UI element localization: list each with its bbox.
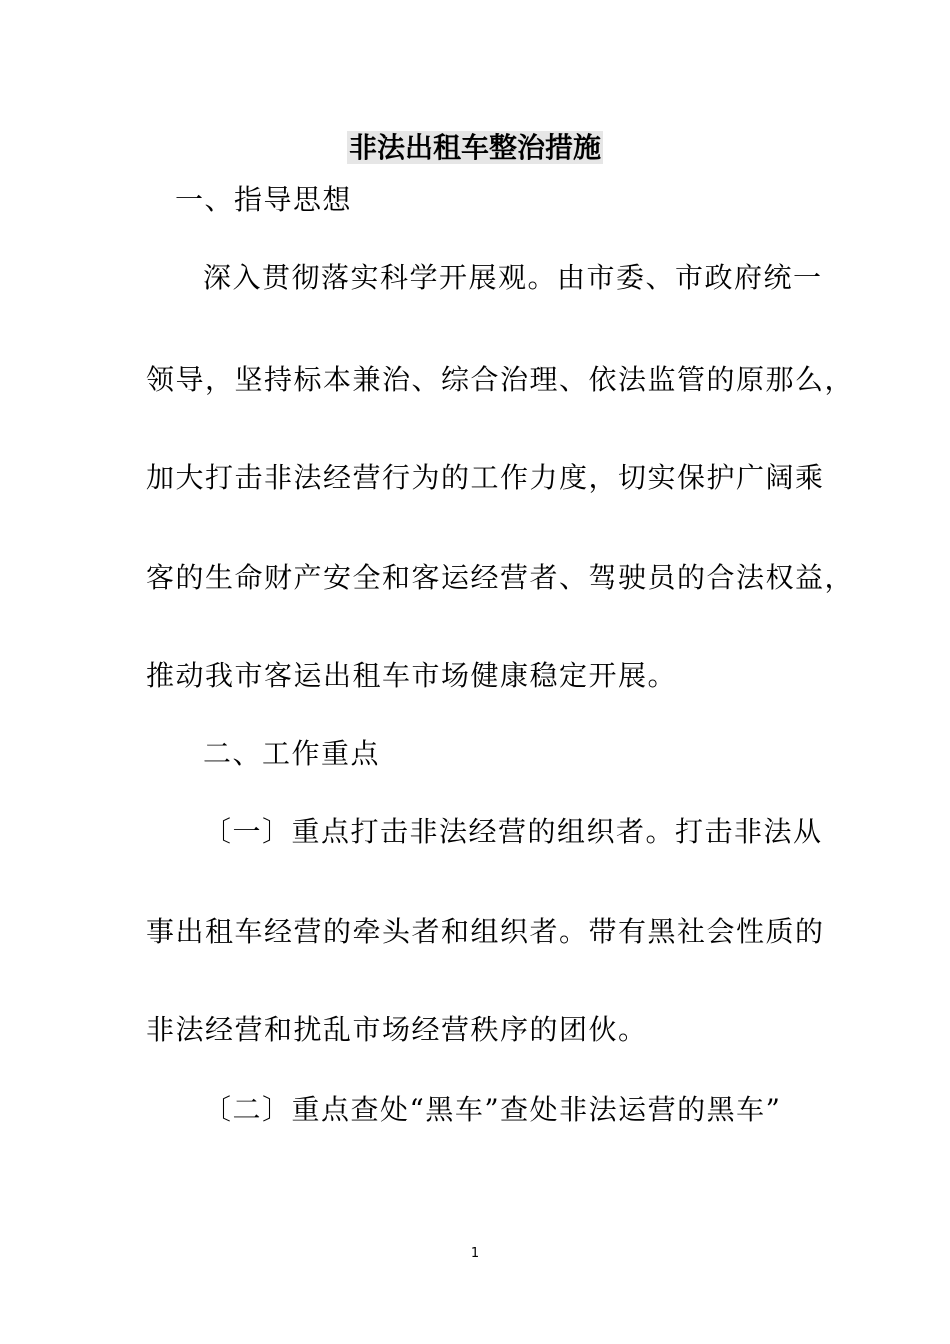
section-heading-guiding-ideology: 一、指导思想 bbox=[175, 183, 353, 216]
paragraph-line: 领导，坚持标本兼治、综合治理、依法监管的原那么， bbox=[146, 363, 855, 396]
paragraph-line: 非法经营和扰乱市场经营秩序的团伙。 bbox=[146, 1013, 648, 1046]
section-heading-work-focus: 二、工作重点 bbox=[203, 737, 381, 770]
paragraph-line: 深入贯彻落实科学开展观。由市委、市政府统一 bbox=[203, 261, 823, 294]
document-title bbox=[0, 128, 950, 168]
paragraph-line: 〔二〕重点查处“黑车”查处非法运营的黑车” bbox=[203, 1093, 782, 1126]
paragraph-line: 事出租车经营的牵头者和组织者。带有黑社会性质的 bbox=[146, 915, 825, 948]
paragraph-line: 推动我市客运出租车市场健康稳定开展。 bbox=[146, 659, 678, 692]
paragraph-line: 客的生命财产安全和客运经营者、驾驶员的合法权益， bbox=[146, 561, 855, 594]
document-title-text: 非法出租车整治措施 bbox=[348, 131, 601, 164]
page-number: 1 bbox=[470, 1246, 480, 1261]
paragraph-line: 〔一〕重点打击非法经营的组织者。打击非法从 bbox=[203, 815, 823, 848]
paragraph-line: 加大打击非法经营行为的工作力度，切实保护广阔乘 bbox=[146, 461, 825, 494]
